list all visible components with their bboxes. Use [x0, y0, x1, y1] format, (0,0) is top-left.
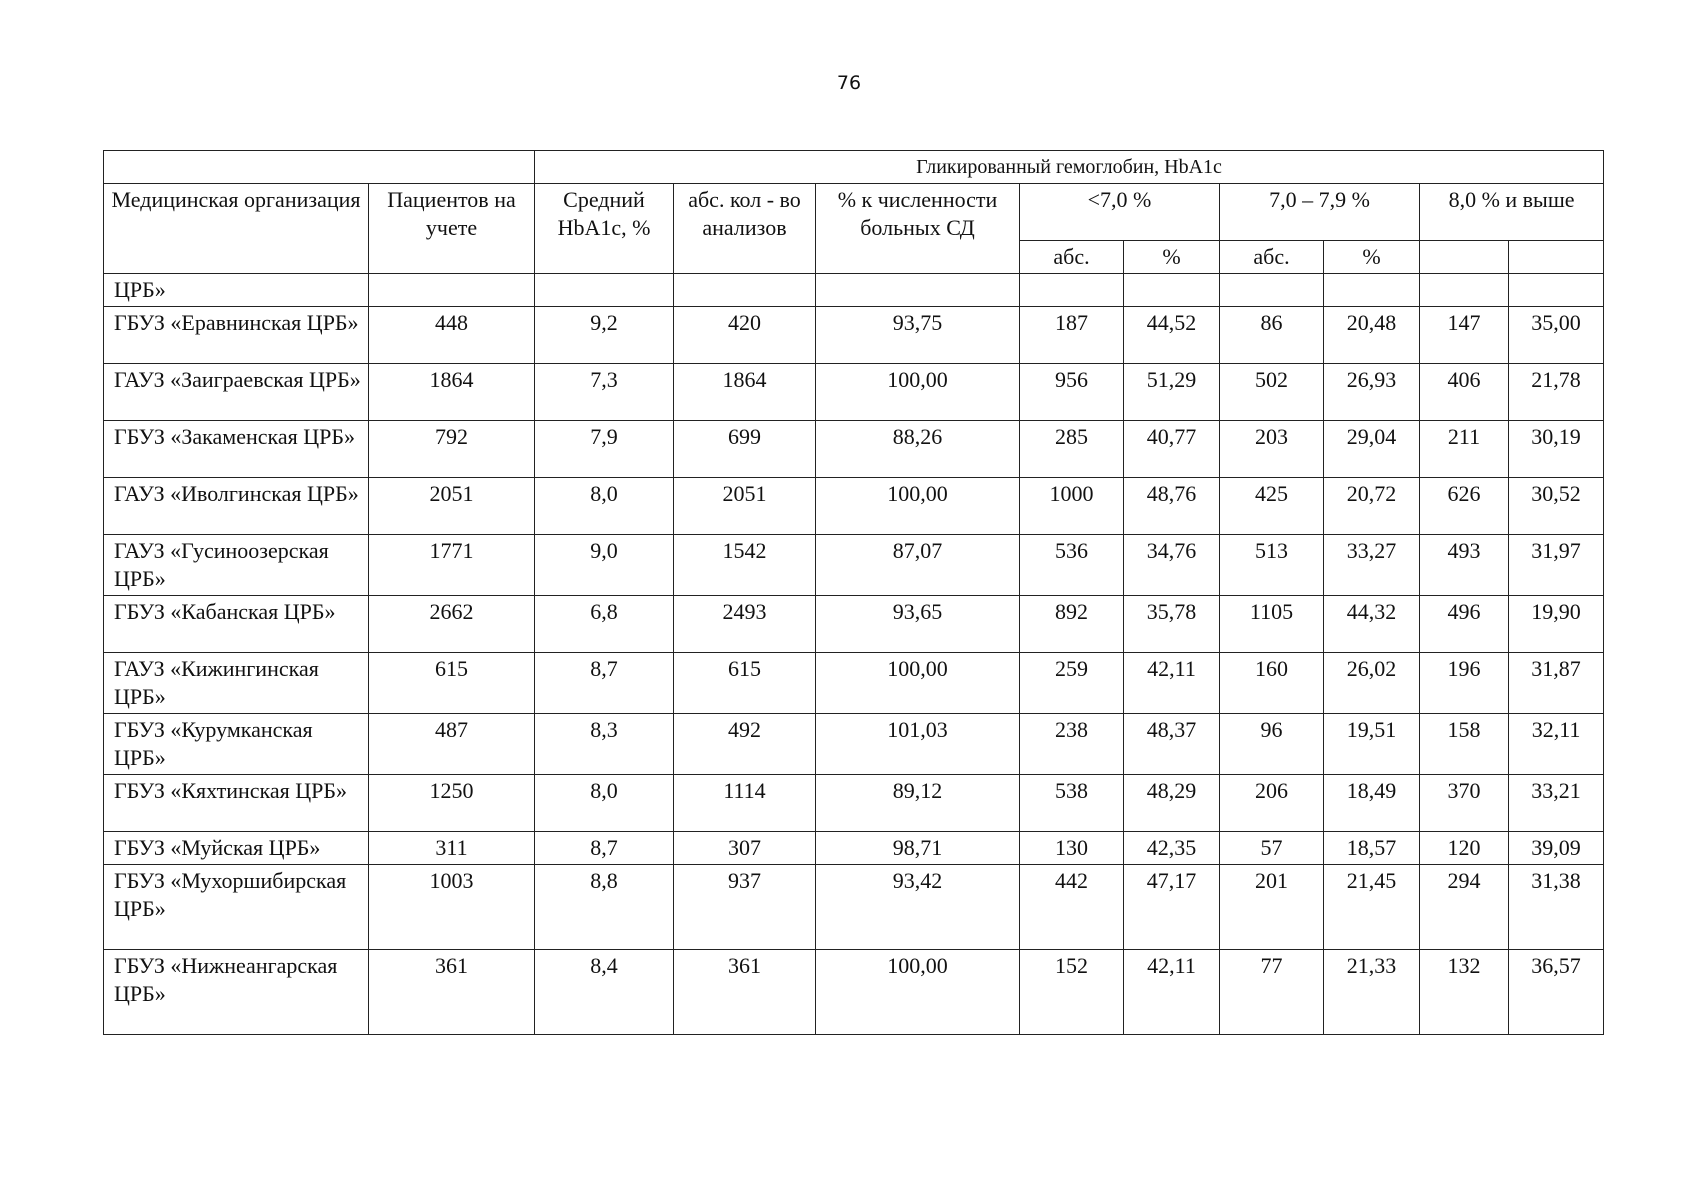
table-row — [104, 274, 1604, 307]
cell-patients: 1771 — [369, 535, 535, 596]
header-mid-abs: абс. — [1220, 241, 1324, 274]
cell-analyses: 1114 — [674, 775, 816, 832]
cell-hi-pct: 36,57 — [1509, 950, 1604, 1035]
cell-avg: 8,4 — [535, 950, 674, 1035]
cell-pct-sd: 89,12 — [816, 775, 1020, 832]
cell-hi-abs: 496 — [1420, 596, 1509, 653]
cell-patients: 1864 — [369, 364, 535, 421]
cell-lt7-abs: 538 — [1020, 775, 1124, 832]
cell-analyses: 1542 — [674, 535, 816, 596]
header-ge8: 8,0 % и выше — [1420, 184, 1604, 241]
header-row-main — [104, 184, 1604, 241]
cell-org: ГАУЗ «Заиграевская ЦРБ» — [104, 364, 369, 421]
cell-pct-sd: 93,65 — [816, 596, 1020, 653]
cell-lt7-abs: 259 — [1020, 653, 1124, 714]
cell-mid-pct: 18,49 — [1324, 775, 1420, 832]
cell-org: ГБУЗ «Закаменская ЦРБ» — [104, 421, 369, 478]
cell-org: ГАУЗ «Гусиноозерская ЦРБ» — [104, 535, 369, 596]
cell-hi-abs: 406 — [1420, 364, 1509, 421]
cell-mid-abs: 502 — [1220, 364, 1324, 421]
cell-hi-pct: 39,09 — [1509, 832, 1604, 865]
cell-avg: 8,0 — [535, 478, 674, 535]
cell-lt7-pct: 42,11 — [1124, 653, 1220, 714]
cell-lt7-abs: 442 — [1020, 865, 1124, 950]
cell-hi-pct: 31,97 — [1509, 535, 1604, 596]
cell-lt7-abs: 187 — [1020, 307, 1124, 364]
cell-mid-abs: 86 — [1220, 307, 1324, 364]
table-row — [104, 364, 1604, 421]
cell-hi-abs — [1420, 274, 1509, 307]
header-org: Медицинская организация — [104, 184, 369, 274]
cell-lt7-abs: 130 — [1020, 832, 1124, 865]
cell-lt7-pct: 48,29 — [1124, 775, 1220, 832]
cell-mid-pct: 20,72 — [1324, 478, 1420, 535]
cell-mid-abs: 206 — [1220, 775, 1324, 832]
cell-lt7-pct: 42,35 — [1124, 832, 1220, 865]
cell-analyses: 615 — [674, 653, 816, 714]
cell-hi-pct: 31,38 — [1509, 865, 1604, 950]
cell-mid-abs — [1220, 274, 1324, 307]
cell-lt7-pct: 44,52 — [1124, 307, 1220, 364]
cell-org: ГАУЗ «Кижингинская ЦРБ» — [104, 653, 369, 714]
cell-analyses: 361 — [674, 950, 816, 1035]
cell-pct-sd: 93,42 — [816, 865, 1020, 950]
cell-analyses: 1864 — [674, 364, 816, 421]
header-lt7-pct: % — [1124, 241, 1220, 274]
cell-patients: 448 — [369, 307, 535, 364]
cell-hi-pct: 19,90 — [1509, 596, 1604, 653]
cell-lt7-pct: 35,78 — [1124, 596, 1220, 653]
cell-pct-sd: 98,71 — [816, 832, 1020, 865]
header-lt7-abs: абс. — [1020, 241, 1124, 274]
table-row — [104, 596, 1604, 653]
cell-org: ГБУЗ «Кабанская ЦРБ» — [104, 596, 369, 653]
cell-hi-abs: 196 — [1420, 653, 1509, 714]
cell-lt7-abs: 285 — [1020, 421, 1124, 478]
cell-org: ГБУЗ «Нижнеангарская ЦРБ» — [104, 950, 369, 1035]
cell-mid-pct: 26,93 — [1324, 364, 1420, 421]
page-number: 76 — [836, 72, 862, 94]
cell-lt7-pct: 34,76 — [1124, 535, 1220, 596]
cell-hi-abs: 120 — [1420, 832, 1509, 865]
cell-hi-abs: 626 — [1420, 478, 1509, 535]
header-group-hba1c: Гликированный гемоглобин, HbA1c — [535, 151, 1604, 184]
cell-pct-sd: 100,00 — [816, 653, 1020, 714]
cell-avg: 7,9 — [535, 421, 674, 478]
cell-mid-abs: 57 — [1220, 832, 1324, 865]
cell-lt7-pct: 40,77 — [1124, 421, 1220, 478]
cell-hi-pct: 32,11 — [1509, 714, 1604, 775]
cell-mid-pct: 33,27 — [1324, 535, 1420, 596]
cell-avg: 9,2 — [535, 307, 674, 364]
cell-patients: 792 — [369, 421, 535, 478]
table-row — [104, 832, 1604, 865]
cell-org: ГБУЗ «Курумканская ЦРБ» — [104, 714, 369, 775]
cell-avg: 6,8 — [535, 596, 674, 653]
header-abs-count: абс. кол - во анализов — [674, 184, 816, 274]
cell-hi-abs: 211 — [1420, 421, 1509, 478]
cell-lt7-pct: 42,11 — [1124, 950, 1220, 1035]
cell-lt7-abs — [1020, 274, 1124, 307]
cell-avg: 8,0 — [535, 775, 674, 832]
cell-patients: 311 — [369, 832, 535, 865]
table-row — [104, 478, 1604, 535]
cell-mid-pct — [1324, 274, 1420, 307]
cell-patients: 487 — [369, 714, 535, 775]
cell-mid-pct: 26,02 — [1324, 653, 1420, 714]
cell-analyses: 492 — [674, 714, 816, 775]
cell-hi-abs: 370 — [1420, 775, 1509, 832]
table-row — [104, 865, 1604, 950]
cell-mid-abs: 203 — [1220, 421, 1324, 478]
cell-lt7-pct: 51,29 — [1124, 364, 1220, 421]
cell-avg: 8,7 — [535, 653, 674, 714]
cell-patients: 1250 — [369, 775, 535, 832]
cell-org: ГБУЗ «Кяхтинская ЦРБ» — [104, 775, 369, 832]
cell-patients: 2662 — [369, 596, 535, 653]
cell-mid-abs: 96 — [1220, 714, 1324, 775]
table-row — [104, 421, 1604, 478]
cell-patients: 1003 — [369, 865, 535, 950]
cell-hi-abs: 158 — [1420, 714, 1509, 775]
cell-pct-sd: 93,75 — [816, 307, 1020, 364]
cell-mid-abs: 1105 — [1220, 596, 1324, 653]
cell-patients — [369, 274, 535, 307]
header-hi-abs — [1420, 241, 1509, 274]
cell-analyses — [674, 274, 816, 307]
cell-pct-sd: 100,00 — [816, 950, 1020, 1035]
cell-mid-pct: 21,45 — [1324, 865, 1420, 950]
cell-avg: 8,7 — [535, 832, 674, 865]
cell-pct-sd: 87,07 — [816, 535, 1020, 596]
table-row — [104, 714, 1604, 775]
cell-analyses: 2051 — [674, 478, 816, 535]
cell-org: ГБУЗ «Мухоршибирская ЦРБ» — [104, 865, 369, 950]
cell-mid-pct: 44,32 — [1324, 596, 1420, 653]
cell-avg: 7,3 — [535, 364, 674, 421]
cell-lt7-pct: 47,17 — [1124, 865, 1220, 950]
cell-mid-pct: 18,57 — [1324, 832, 1420, 865]
cell-org: ГБУЗ «Еравнинская ЦРБ» — [104, 307, 369, 364]
cell-avg: 8,3 — [535, 714, 674, 775]
header-lt7: <7,0 % — [1020, 184, 1220, 241]
cell-pct-sd: 100,00 — [816, 478, 1020, 535]
header-mid-pct: % — [1324, 241, 1420, 274]
cell-patients: 2051 — [369, 478, 535, 535]
cell-analyses: 699 — [674, 421, 816, 478]
cell-lt7-pct: 48,76 — [1124, 478, 1220, 535]
cell-lt7-pct: 48,37 — [1124, 714, 1220, 775]
cell-pct-sd: 100,00 — [816, 364, 1020, 421]
cell-pct-sd: 101,03 — [816, 714, 1020, 775]
cell-org: ГАУЗ «Иволгинская ЦРБ» — [104, 478, 369, 535]
cell-hi-abs: 147 — [1420, 307, 1509, 364]
header-7-79: 7,0 – 7,9 % — [1220, 184, 1420, 241]
cell-lt7-abs: 956 — [1020, 364, 1124, 421]
header-pct-sd: % к численности больных СД — [816, 184, 1020, 274]
cell-org: ГБУЗ «Муйская ЦРБ» — [104, 832, 369, 865]
cell-patients: 361 — [369, 950, 535, 1035]
cell-lt7-pct — [1124, 274, 1220, 307]
cell-hi-abs: 132 — [1420, 950, 1509, 1035]
cell-analyses: 937 — [674, 865, 816, 950]
cell-pct-sd — [816, 274, 1020, 307]
cell-analyses: 420 — [674, 307, 816, 364]
cell-org: ЦРБ» — [104, 274, 369, 307]
table-row — [104, 535, 1604, 596]
cell-lt7-abs: 892 — [1020, 596, 1124, 653]
cell-mid-pct: 19,51 — [1324, 714, 1420, 775]
header-empty-cell — [104, 151, 535, 184]
cell-lt7-abs: 536 — [1020, 535, 1124, 596]
cell-lt7-abs: 152 — [1020, 950, 1124, 1035]
cell-hi-pct: 30,52 — [1509, 478, 1604, 535]
table-row — [104, 307, 1604, 364]
cell-hi-pct: 35,00 — [1509, 307, 1604, 364]
cell-mid-abs: 77 — [1220, 950, 1324, 1035]
cell-hi-abs: 493 — [1420, 535, 1509, 596]
cell-patients: 615 — [369, 653, 535, 714]
cell-avg — [535, 274, 674, 307]
table-row — [104, 950, 1604, 1035]
header-hi-pct — [1509, 241, 1604, 274]
cell-hi-pct: 33,21 — [1509, 775, 1604, 832]
cell-mid-abs: 160 — [1220, 653, 1324, 714]
table-row — [104, 775, 1604, 832]
cell-hi-pct: 30,19 — [1509, 421, 1604, 478]
cell-mid-pct: 29,04 — [1324, 421, 1420, 478]
cell-lt7-abs: 1000 — [1020, 478, 1124, 535]
table-row — [104, 653, 1604, 714]
header-avg-hba1c: Средний HbA1c, % — [535, 184, 674, 274]
cell-hi-pct: 31,87 — [1509, 653, 1604, 714]
cell-mid-abs: 425 — [1220, 478, 1324, 535]
cell-avg: 8,8 — [535, 865, 674, 950]
cell-analyses: 307 — [674, 832, 816, 865]
cell-mid-pct: 21,33 — [1324, 950, 1420, 1035]
cell-hi-pct: 21,78 — [1509, 364, 1604, 421]
header-patients: Пациентов на учете — [369, 184, 535, 274]
cell-hi-abs: 294 — [1420, 865, 1509, 950]
cell-analyses: 2493 — [674, 596, 816, 653]
cell-hi-pct — [1509, 274, 1604, 307]
hba1c-table — [103, 150, 1604, 1035]
cell-mid-abs: 513 — [1220, 535, 1324, 596]
header-row-group — [104, 151, 1604, 184]
cell-avg: 9,0 — [535, 535, 674, 596]
cell-lt7-abs: 238 — [1020, 714, 1124, 775]
cell-pct-sd: 88,26 — [816, 421, 1020, 478]
cell-mid-pct: 20,48 — [1324, 307, 1420, 364]
cell-mid-abs: 201 — [1220, 865, 1324, 950]
